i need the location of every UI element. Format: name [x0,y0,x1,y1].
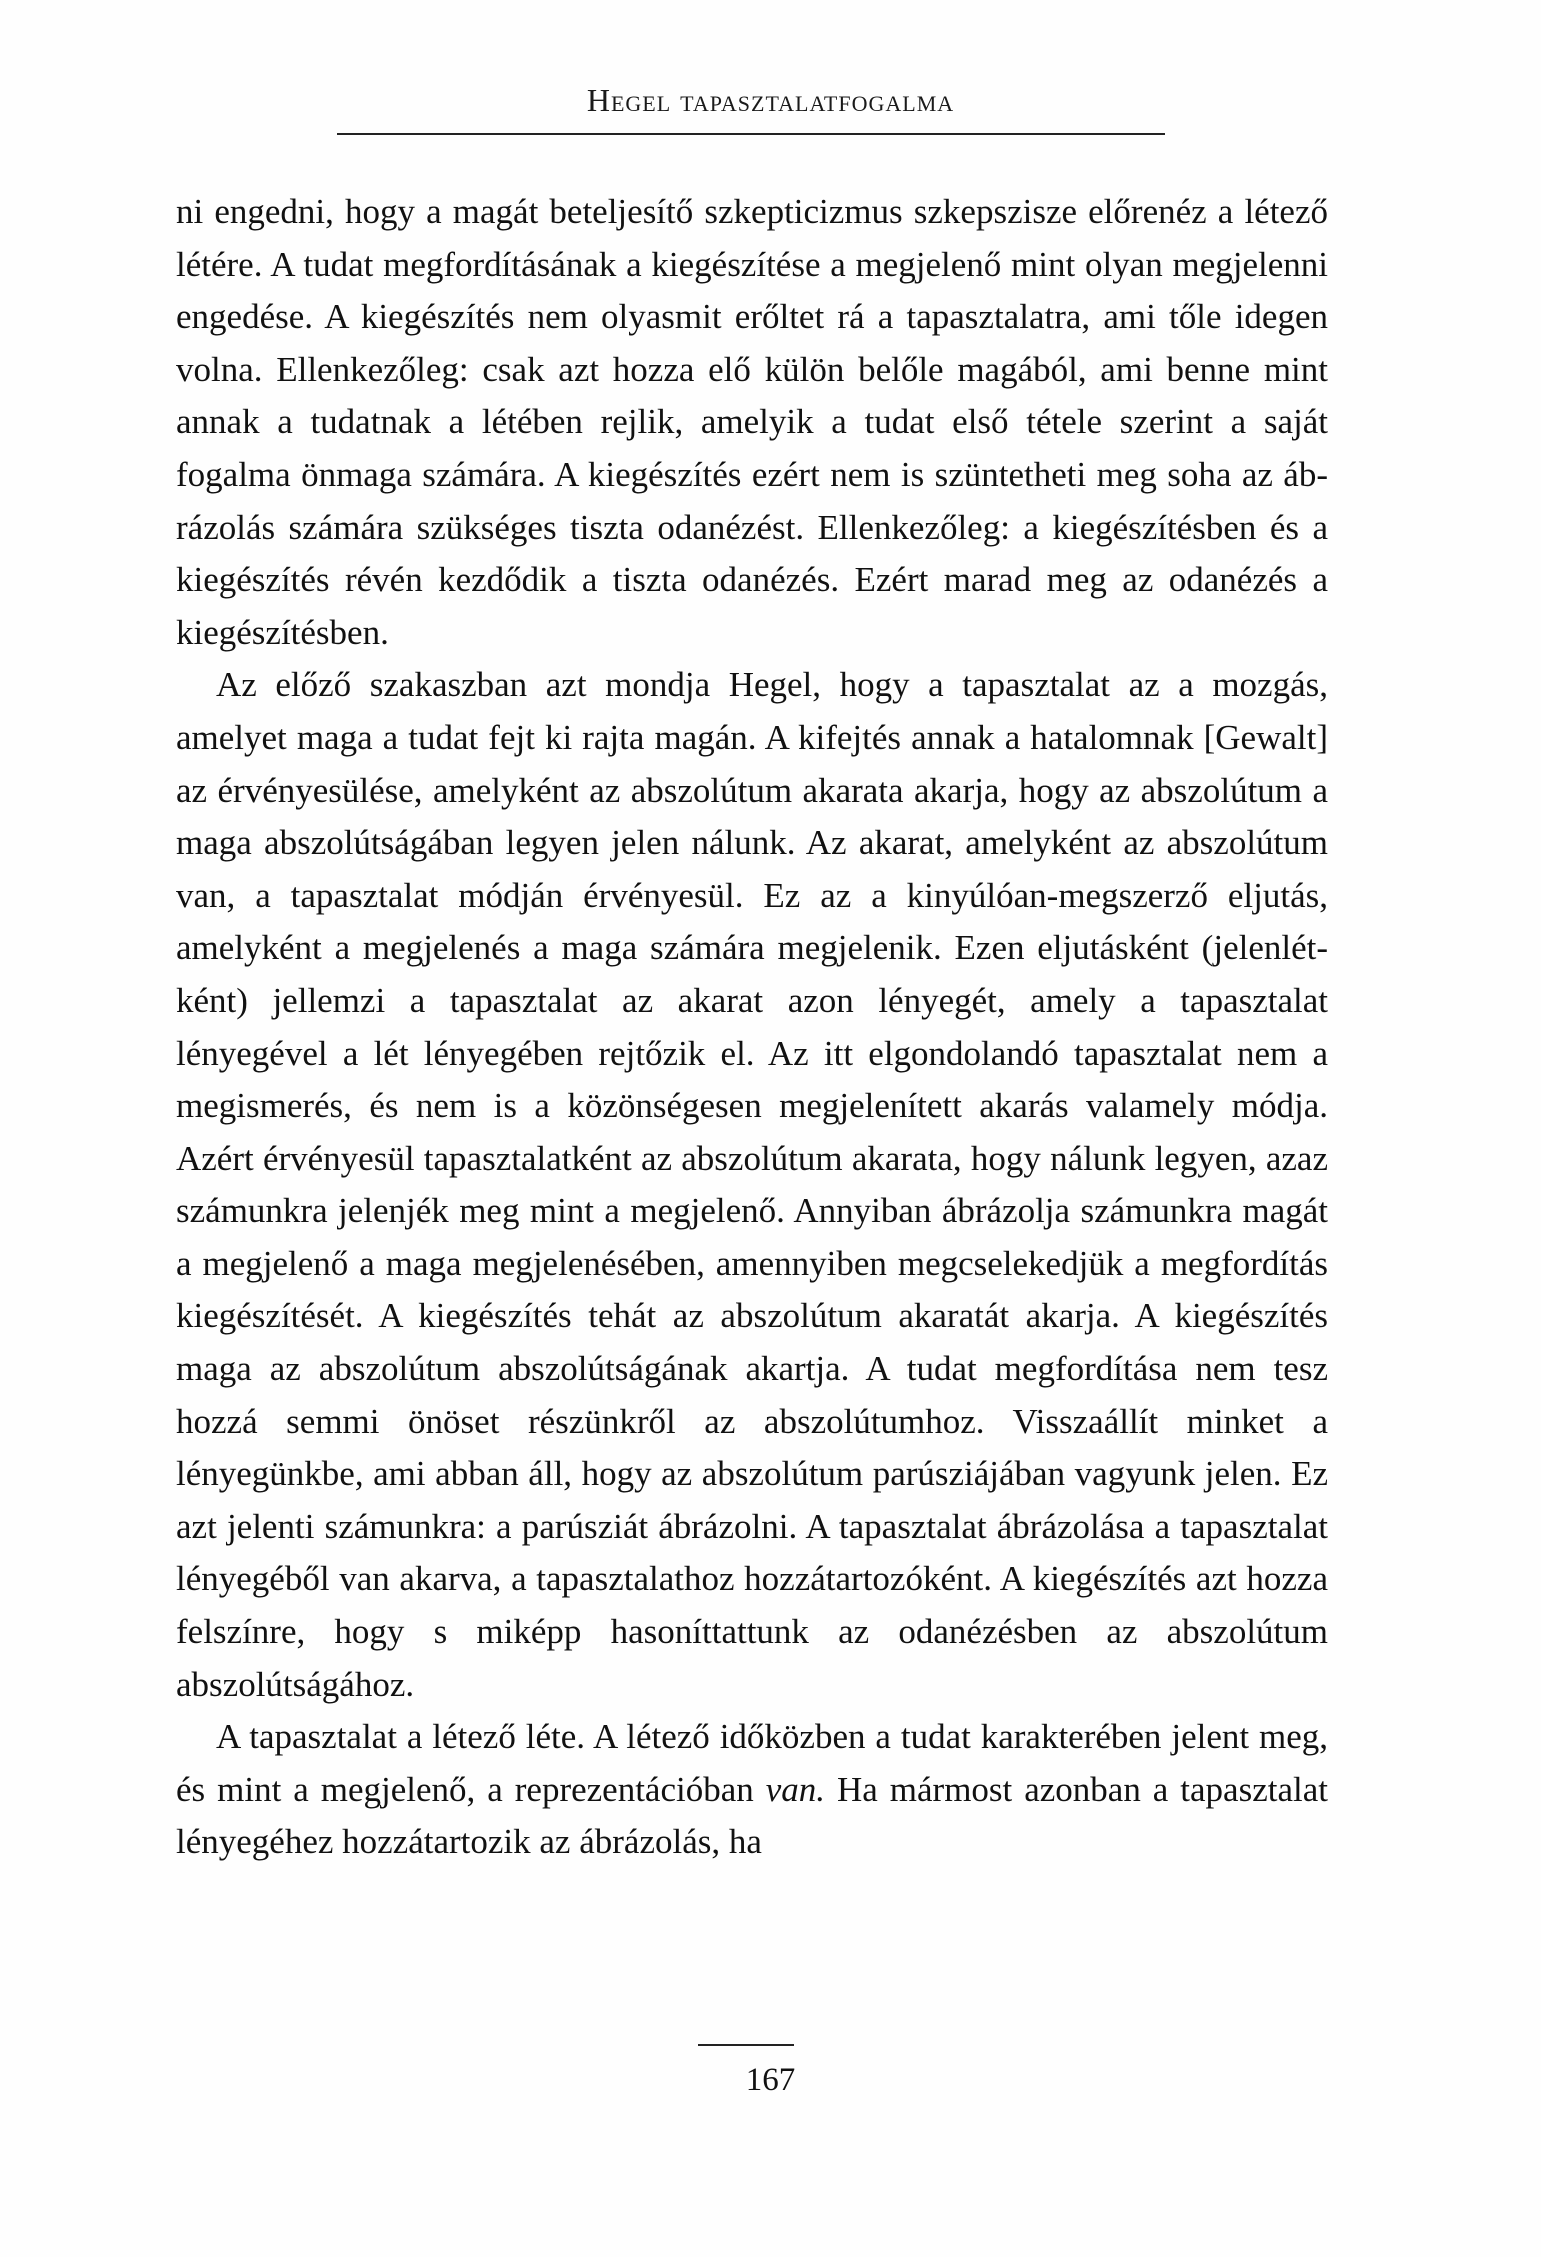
paragraph-3 [176,1711,1328,1869]
paragraph-3-italic: van. [765,1769,826,1809]
paragraph-2: Az előző szakaszban azt mondja Hegel, hogy a tapasztalat az a mozgás, amelyet maga a tudat fejt ki rajta magán. A kifejtés annak a hatalomnak [Gewalt] az érvényesülése, amelyként az abszolútum akarata akarja, hogy az abszolútum a maga abszolútságában legyen jelen nálunk. Az akarat, amelyként az abszolútum van, a tapasztalat módján érvényesül. Ez az a kinyúlóan-megszerző eljutás, amelyként a megjelenés a maga számára megjelenik. Ezen eljutásként (jelenlétként) jellemzi a tapasztalat az akarat azon lényegét, amely a tapasztalat lényegével a lét lényegében rejtőzik el. Az itt elgondolandó tapasztalat nem a megismerés, és nem is a közönségesen megjelenített akarás valamely módja. Azért érvényesül tapasztalatként az abszolútum akarata, hogy nálunk legyen, azaz számunkra jelenjék meg mint a megjelenő. Annyiban ábrázolja számunkra magát a megjelenő a maga megjelenésében, amennyiben megcselekedjük a megfordítás kiegészítését. A kiegészítés tehát az abszolútum akaratát akarja. A kiegészítés maga az abszolútum abszolútságának akartja. A tudat megfordítása nem tesz hozzá semmi önöset részünkről az abszolútumhoz. Visszaállít minket a lényegünkbe, ami abban áll, hogy az abszolútum parúsziájában vagyunk jelen. Ez azt jelenti számunkra: a parúsziát ábrázolni. A tapasztalat ábrázolása a tapasztalat lényegéből van akarva, a tapasztalathoz hozzátartozóként. A kiegészítés azt hozza felszínre, hogy s miképp hasoníttattunk az odanézésben az abszolútum abszolútságához. [176,665,1328,1704]
page-number: 167 [745,2062,796,2098]
header-rule [337,133,1165,135]
running-head: Hegel tapasztalatfogalma [586,82,955,118]
footer-rule [698,2044,794,2046]
paragraph-3-text-before: A tapasztalat a létező léte. A létező időközben a tudat karakterében jelent meg, és mint a megjelenő, a reprezentációban [176,1717,1328,1809]
body-text [176,186,1328,1869]
paragraph-1: ni engedni, hogy a magát beteljesítő szkepticizmus szkepszisze előrenéz a létező létére. A tudat megfordításának a kiegészítése a megjelenő mint olyan megjelenni engedése. A kiegészítés nem olyasmit erőltet rá a tapasztalatra, ami tőle idegen volna. Ellenkezőleg: csak azt hozza elő külön belőle magából, ami benne mint annak a tudatnak a létében rejlik, amelyik a tudat első tétele szerint a saját fogalma önmaga számára. A kiegészítés ezért nem is szüntetheti meg soha az ábrázolás számára szükséges tiszta odanézést. Ellenkezőleg: a kiegészítésben és a kiegészítés révén kezdődik a tiszta odanézés. Ezért marad meg az odanézés a kiegészítésben. [176,192,1328,652]
paragraph-3-text-after: Ha mármost azonban a tapasztalat lényegéhez hozzátartozik az ábrázolás, ha [176,1769,1328,1862]
